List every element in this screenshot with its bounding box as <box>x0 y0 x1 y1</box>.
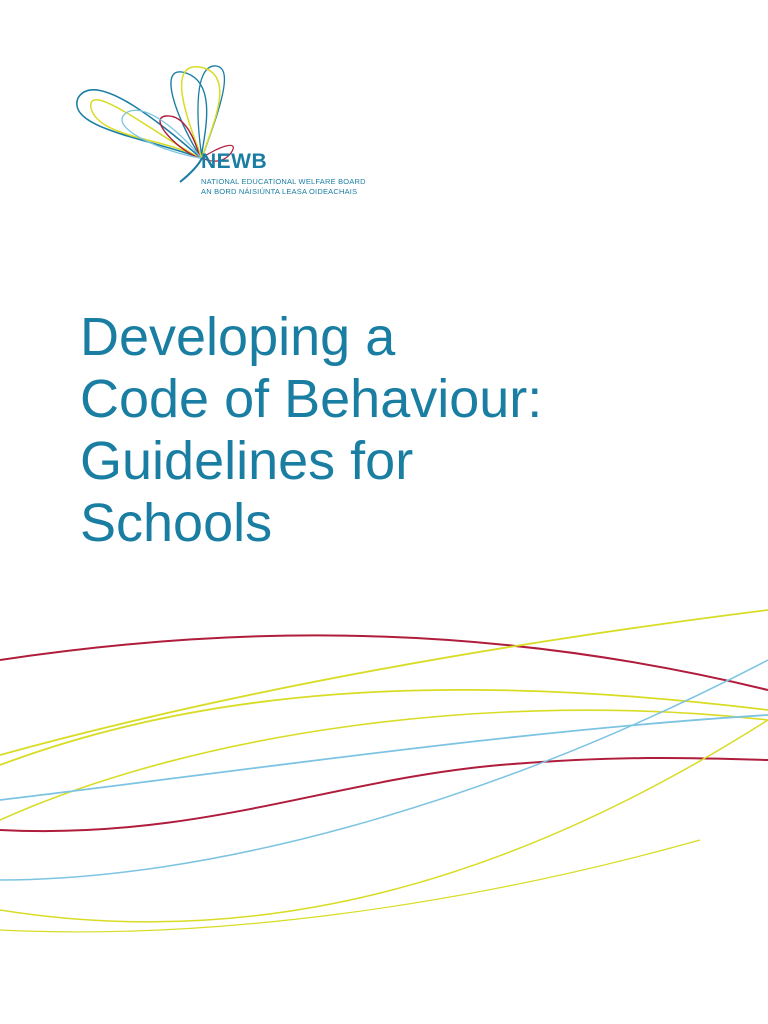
newb-logo <box>66 58 366 208</box>
wave-line-lime <box>0 720 768 922</box>
wave-line-lime <box>0 690 768 765</box>
decorative-wave-lines <box>0 590 768 970</box>
title-line: Guidelines for <box>80 431 414 491</box>
logo-wordmark: NEWB <box>201 150 268 173</box>
title-line: Developing a <box>80 307 396 367</box>
wave-line-lime <box>0 840 700 932</box>
wave-line-lime <box>0 710 768 820</box>
title-line: Code of Behaviour: <box>80 369 543 429</box>
wave-line-sky <box>0 660 768 880</box>
logo-subtitle-english: NATIONAL EDUCATIONAL WELFARE BOARD <box>201 177 366 186</box>
wave-line-lime <box>0 610 768 755</box>
title-line: Schools <box>80 493 273 553</box>
wave-line-crimson <box>0 635 768 690</box>
logo-subtitle-irish: AN BORD NÁISIÚNTA LEASA OIDEACHAIS <box>201 187 358 196</box>
document-title <box>80 306 740 554</box>
wave-line-crimson <box>0 758 768 831</box>
